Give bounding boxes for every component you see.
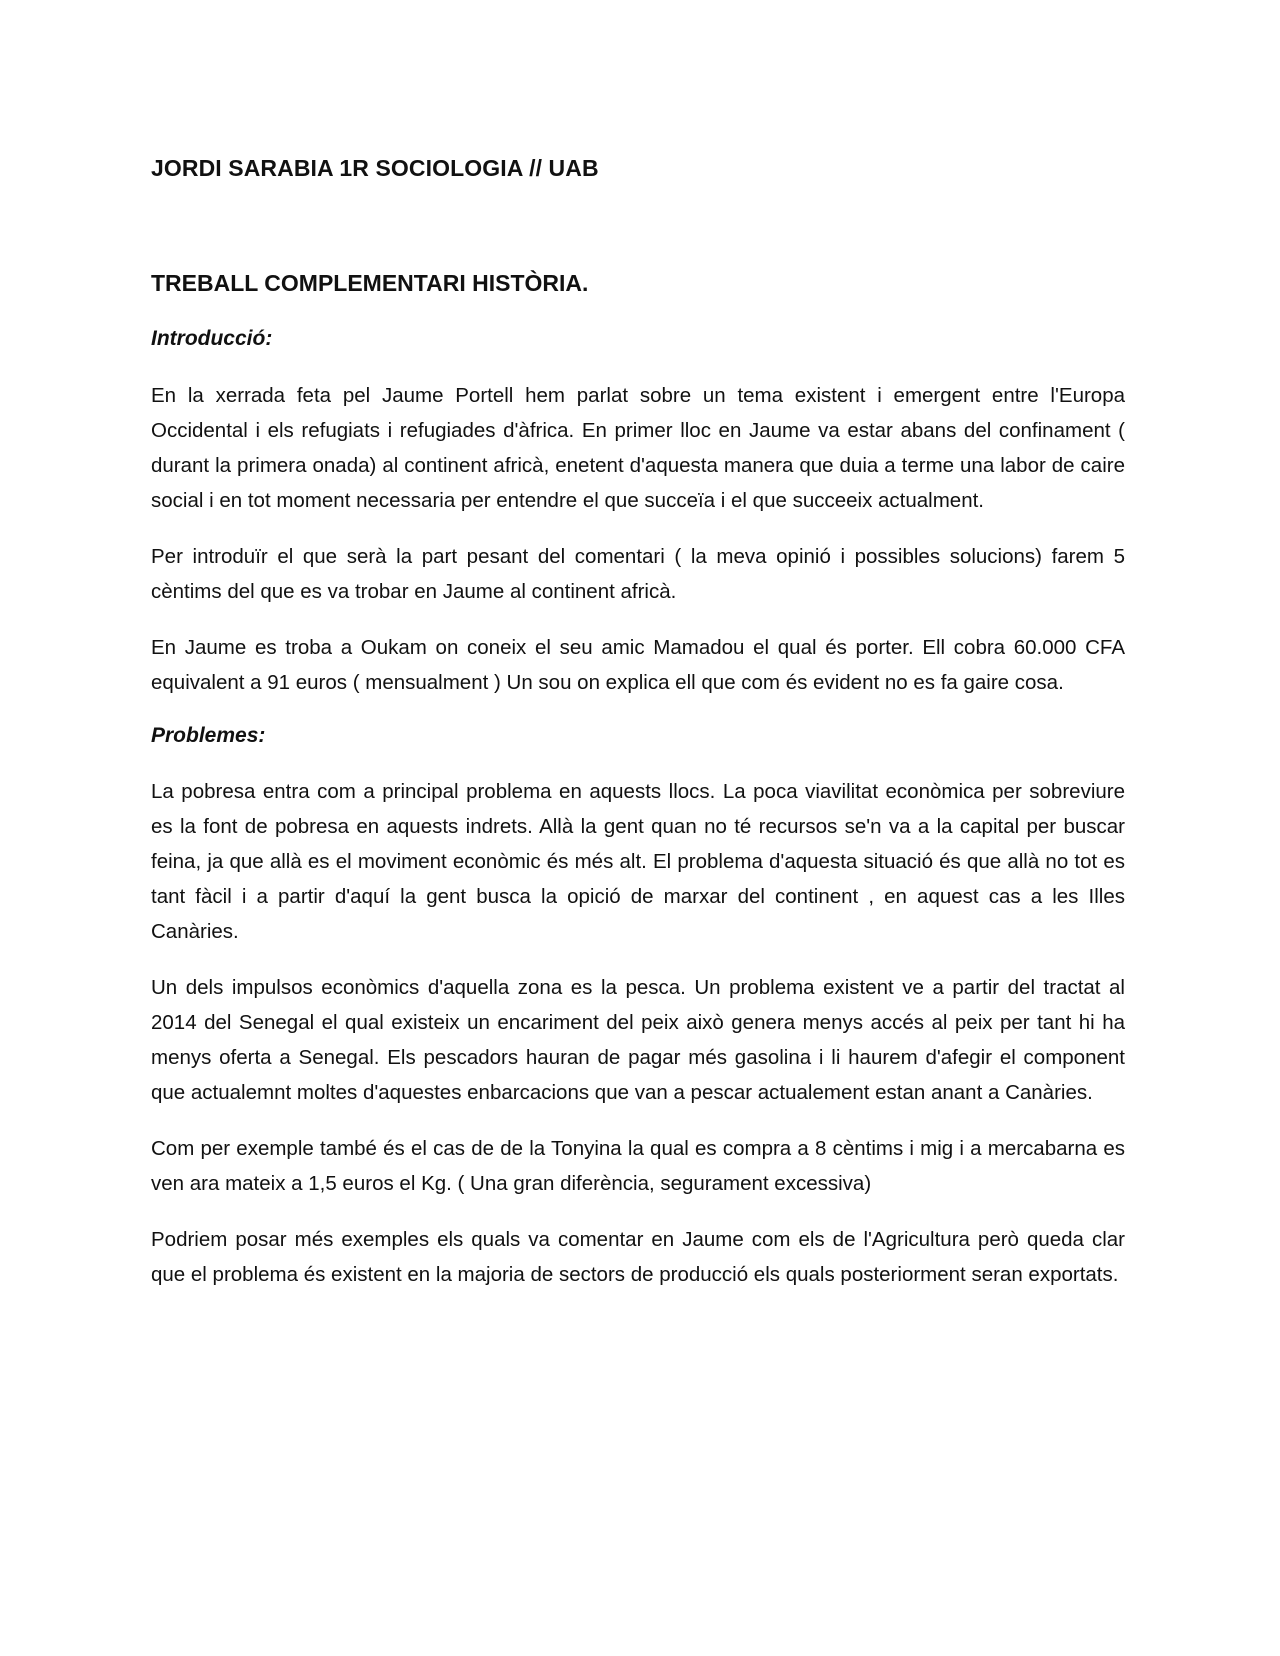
author-line: JORDI SARABIA 1R SOCIOLOGIA // UAB	[151, 155, 599, 181]
introduction-paragraph: Per introduïr el que serà la part pesant del comentari ( la meva opinió i possibles solucions) farem 5 cèntims del que es va trobar en Jaume al continent africà.	[151, 545, 1125, 603]
introduction-paragraph: En Jaume es troba a Oukam on coneix el seu amic Mamadou el qual és porter. Ell cobra 60.000 CFA equivalent a 91 euros ( mensualment ) Un sou on explica ell que com és evident no es fa gaire cosa.	[151, 636, 1125, 694]
section-label-problems: Problemes:	[151, 724, 266, 747]
introduction-paragraph: En la xerrada feta pel Jaume Portell hem parlat sobre un tema existent i emergent entre l'Europa Occidental i els refugiats i refugiades d'àfrica. En primer lloc en Jaume va estar abans del confinament ( durant la primera onada) al continent africà, enetent d'aquesta manera que duia a terme una labor de caire social i en tot moment necessaria per entendre el que succeïa i el que succeeix actualment.	[151, 384, 1125, 512]
document-body	[151, 150, 1125, 1292]
document-title: TREBALL COMPLEMENTARI HISTÒRIA.	[151, 270, 589, 296]
problems-paragraph: Com per exemple també és el cas de de la Tonyina la qual es compra a 8 cèntims i mig i a mercabarna es ven ara mateix a 1,5 euros el Kg. ( Una gran diferència, segurament excessiva)	[151, 1137, 1125, 1195]
problems-paragraph: Podriem posar més exemples els quals va comentar en Jaume com els de l'Agricultura però queda clar que el problema és existent en la majoria de sectors de producció els quals posteriorment seran exportats.	[151, 1228, 1125, 1286]
problems-paragraph: Un dels impulsos econòmics d'aquella zona es la pesca. Un problema existent ve a partir del tractat al 2014 del Senegal el qual existeix un encariment del peix això genera menys accés al peix per tant hi ha menys oferta a Senegal. Els pescadors hauran de pagar més gasolina i li haurem d'afegir el component que actualemnt moltes d'aquestes enbarcacions que van a pescar actualement estan anant a Canàries.	[151, 976, 1125, 1104]
problems-paragraph: La pobresa entra com a principal problema en aquests llocs. La poca viavilitat econòmica per sobreviure es la font de pobresa en aquests indrets. Allà la gent quan no té recursos se'n va a la capital per buscar feina, ja que allà es el moviment econòmic és més alt. El problema d'aquesta situació és que allà no tot es tant fàcil i a partir d'aquí la gent busca la opició de marxar del continent , en aquest cas a les Illes Canàries.	[151, 780, 1125, 943]
section-label-introduction: Introducció:	[151, 327, 273, 350]
